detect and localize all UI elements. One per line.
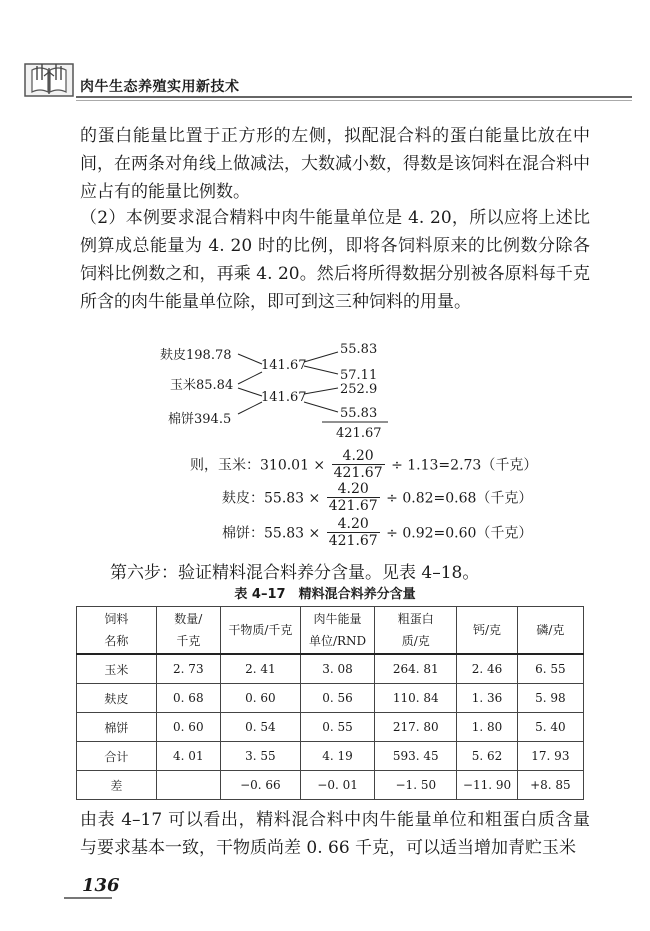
header-beef-energy-unit: 肉牛能量 单位/RND [300,607,374,655]
table-cell: 麸皮 [77,684,157,713]
table-cell: 110. 84 [375,684,457,713]
running-header [20,58,632,102]
step-six-text: 第六步：验证精料混合料养分含量。见表 4–18。 [110,563,480,583]
table-caption: 表 4–17 精料混合料养分含量 [234,587,416,602]
header-phosphorus: 磷/克 [517,607,583,655]
table-row-difference [77,771,584,800]
table-cell: 5. 40 [517,713,583,742]
table-cell: 0. 60 [220,684,300,713]
table-cell: 593. 45 [375,742,457,771]
formula-prefix: 则，玉米：310.01 × [190,457,326,474]
header-rule [76,96,632,98]
formula-fraction [327,481,380,514]
table-cell: +8. 85 [517,771,583,800]
table-cell: −1. 50 [375,771,457,800]
nutrient-table [76,606,584,800]
header-calcium: 钙/克 [457,607,517,655]
formula-corn [190,448,537,481]
pearson-square-diagram [150,342,450,452]
formula-bran [222,481,532,514]
diagram-left-label-2: 玉米85.84 [170,378,234,393]
header-dry-matter: 干物质/千克 [220,607,300,655]
fraction-numerator: 4.20 [327,516,380,533]
diagram-mid-label-2: 141.67 [261,390,307,405]
page-number: 136 [82,875,120,896]
diagram-right-label-3: 252.9 [340,382,378,397]
table-cell: 0. 55 [300,713,374,742]
table-cell: −0. 01 [300,771,374,800]
diagram-right-label-4: 55.83 [340,406,378,421]
table-row [77,654,584,684]
table-cell: 4. 01 [156,742,220,771]
header-quantity: 数量/ 千克 [156,607,220,655]
formula-fraction [327,516,380,549]
diagram-total-label: 421.67 [336,426,382,441]
table-cell: 1. 36 [457,684,517,713]
table-cell: 2. 41 [220,654,300,684]
diagram-left-label-1: 麸皮198.78 [160,348,232,363]
paragraph-2: （2）本例要求混合精料中肉牛能量单位是 4. 20，所以应将上述比例算成总能量为 4. 20 时的比例，即将各饲料原来的比例数分除各饲料比例数之和，再乘 4. 20。然后将所得数据分别被各原料每千克所含的肉牛能量单位除，即可到这三种饲料的用量。 [80,208,590,312]
table-cell: 5. 62 [457,742,517,771]
table-cell: 0. 56 [300,684,374,713]
fraction-denominator: 421.67 [328,533,378,549]
table-cell: 棉饼 [77,713,157,742]
header-crude-protein: 粗蛋白 质/克 [375,607,457,655]
header-rule-thin [76,100,632,101]
formula-cottonseed-cake [222,516,532,549]
table-cell: 6. 55 [517,654,583,684]
table-row [77,713,584,742]
fraction-denominator: 421.67 [333,465,383,481]
table-cell: 17. 93 [517,742,583,771]
page-number-rule [64,897,112,899]
table-cell: 0. 54 [220,713,300,742]
table-cell: 2. 73 [156,654,220,684]
table-row-total [77,742,584,771]
diagram-right-label-1: 55.83 [340,342,378,357]
table-cell: 217. 80 [375,713,457,742]
fraction-denominator: 421.67 [328,498,378,514]
table-row [77,684,584,713]
table-cell: 2. 46 [457,654,517,684]
book-logo-icon [24,58,74,98]
header-title: 肉牛生态养殖实用新技术 [80,79,240,95]
table-cell: 0. 60 [156,713,220,742]
table-cell: 4. 19 [300,742,374,771]
table-cell: 3. 08 [300,654,374,684]
fraction-numerator: 4.20 [327,481,380,498]
diagram-right-label-2: 57.11 [340,368,378,383]
diagram-left-label-3: 棉饼394.5 [168,412,232,427]
table-cell [156,771,220,800]
formula-fraction [332,448,385,481]
table-cell: 玉米 [77,654,157,684]
table-cell: 差 [77,771,157,800]
paragraph-1: 的蛋白能量比置于正方形的左侧，拟配混合料的蛋白能量比放在中间，在两条对角线上做减法，大数减小数，得数是该饲料在混合料中应占有的能量比例数。 [80,126,590,202]
table-cell: −11. 90 [457,771,517,800]
table-cell: −0. 66 [220,771,300,800]
table-cell: 合计 [77,742,157,771]
formula-prefix: 棉饼：55.83 × [222,525,321,542]
table-cell: 264. 81 [375,654,457,684]
formula-prefix: 麸皮：55.83 × [222,490,321,507]
formula-suffix: ÷ 0.82=0.68（千克） [386,490,533,507]
table-cell: 5. 98 [517,684,583,713]
paragraph-3: 由表 4–17 可以看出，精料混合料中肉牛能量单位和粗蛋白质含量与要求基本一致，干物质尚差 0. 66 千克，可以适当增加青贮玉米 [80,810,590,858]
formula-suffix: ÷ 1.13=2.73（千克） [391,457,538,474]
table-cell: 0. 68 [156,684,220,713]
fraction-numerator: 4.20 [332,448,385,465]
formula-suffix: ÷ 0.92=0.60（千克） [386,525,533,542]
diagram-mid-label-1: 141.67 [261,358,307,373]
table-header-row [77,607,584,655]
header-feed-name: 饲料 名称 [77,607,157,655]
table-cell: 3. 55 [220,742,300,771]
table-cell: 1. 80 [457,713,517,742]
